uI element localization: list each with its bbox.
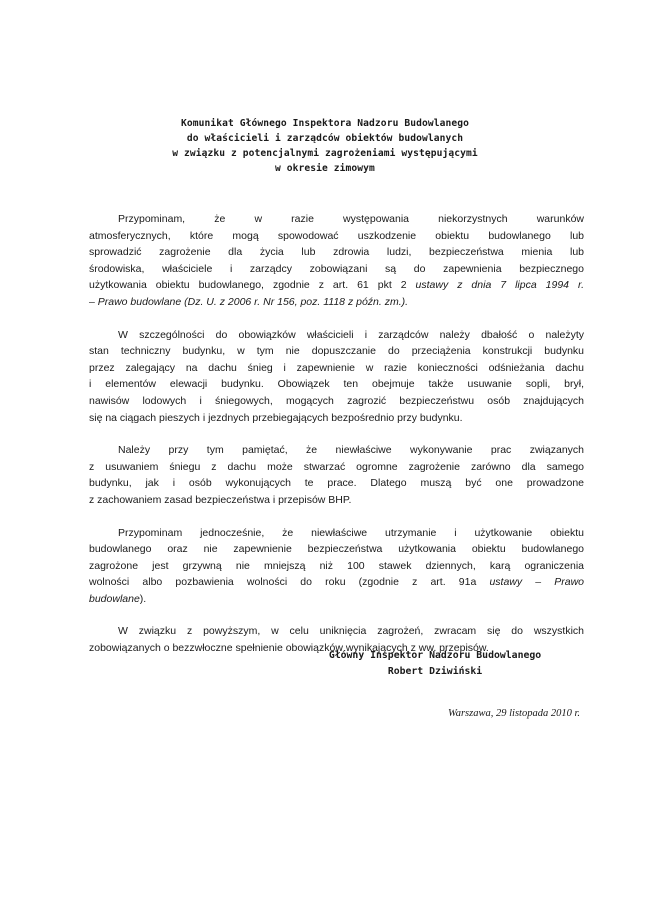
text-line (89, 277, 584, 294)
paragraph-2 (89, 327, 584, 427)
paragraph-3 (89, 442, 584, 508)
text-line: zagrożone jest grzywną nie mniejszą niż 100 stawek dziennych, karą ograniczenia (89, 559, 584, 572)
text-line: przez zalegający na dachu śnieg i zapewnienie w razie konieczności odśnieżania dachu (89, 361, 584, 374)
text-line: budowlanego oraz nie zapewnienie bezpieczeństwa użytkowania obiektu budowlanego (89, 543, 584, 556)
text-segment: ). (139, 592, 147, 605)
text-line: Przypominam, że w razie występowania niekorzystnych warunków (118, 213, 584, 225)
text-line: stan techniczny budynku, w tym nie dopuszczanie do przeciążenia konstrukcji budynku (89, 345, 584, 358)
text-line (89, 591, 584, 608)
text-line: W związku z powyższym, w celu uniknięcia zagrożeń, zwracam się do wszystkich (118, 625, 584, 638)
law-reference: ustawy z dnia 7 lipca 1994 r. (415, 279, 584, 292)
text-line: Należy przy tym pamiętać, że niewłaściwe wykonywanie prac związanych (118, 444, 584, 457)
text-line: się na ciągach pieszych i jezdnych przebiegających bezpośrednio przy budynku. (89, 411, 463, 424)
text-line: atmosferycznych, które mogą spowodować uszkodzenie obiektu budowlanego lub (89, 229, 584, 242)
text-line (89, 294, 584, 311)
title-line: w związku z potencjalnymi zagrożeniami występującymi (172, 148, 478, 159)
text-line: środowiska, właściciele i zarządcy zobowiązani są do zapewnienia bezpiecznego (89, 262, 584, 275)
text-line: budynku, jak i osób wykonujących te prace. Dlatego muszą być one prowadzone (89, 477, 584, 490)
law-reference: budowlane (89, 592, 140, 605)
law-reference: ustawy – Prawo (489, 576, 584, 589)
document-date: Warszawa, 29 listopada 2010 r. (447, 708, 580, 719)
title-line: do właścicieli i zarządców obiektów budowlanych (186, 133, 464, 144)
title-line: Komunikat Głównego Inspektora Nadzoru Budowlanego (181, 118, 469, 129)
document-title (60, 116, 590, 176)
signatory-title: Główny Inspektor Nadzoru Budowlanego (328, 650, 542, 661)
signature-block (270, 648, 600, 680)
text-line: zobowiązanych o bezzwłoczne spełnienie obowiązków wynikających z ww. przepisów. (89, 642, 489, 655)
paragraph-1 (89, 211, 584, 311)
text-segment: wolności albo pozbawienia wolności do roku (zgodnie z art. 91a (89, 576, 490, 589)
text-line (89, 574, 584, 591)
signatory-name: Robert Dziwiński (387, 666, 483, 677)
text-line: z usuwaniem śniegu z dachu może stwarzać ogromne zagrożenie zarówno dla samego (89, 460, 584, 473)
document-body (89, 211, 584, 674)
text-line: nawisów lodowych i śniegowych, mogących zagrozić bezpieczeństwu osób znajdujących (89, 394, 584, 407)
text-line: i elementów elewacji budynku. Obowiązek ten obejmuje także usuwanie sopli, brył, (89, 378, 584, 391)
text-line: W szczególności do obowiązków właścicieli i zarządców należy dbałość o należyty (118, 328, 584, 341)
text-line: sprowadzić zagrożenie dla życia lub zdrowia ludzi, bezpieczeństwa mienia lub (89, 246, 584, 259)
text-line: Przypominam jednocześnie, że niewłaściwe utrzymanie i użytkowanie obiektu (118, 526, 584, 539)
title-line: w okresie zimowym (275, 163, 375, 174)
paragraph-4 (89, 525, 584, 608)
text-line: z zachowaniem zasad bezpieczeństwa i przepisów BHP. (89, 493, 352, 506)
law-reference: – Prawo budowlane (Dz. U. z 2006 r. Nr 156, poz. 1118 z późn. zm.). (89, 295, 409, 308)
text-segment: użytkowania obiektu budowlanego, zgodnie z art. 61 pkt 2 (89, 279, 416, 292)
